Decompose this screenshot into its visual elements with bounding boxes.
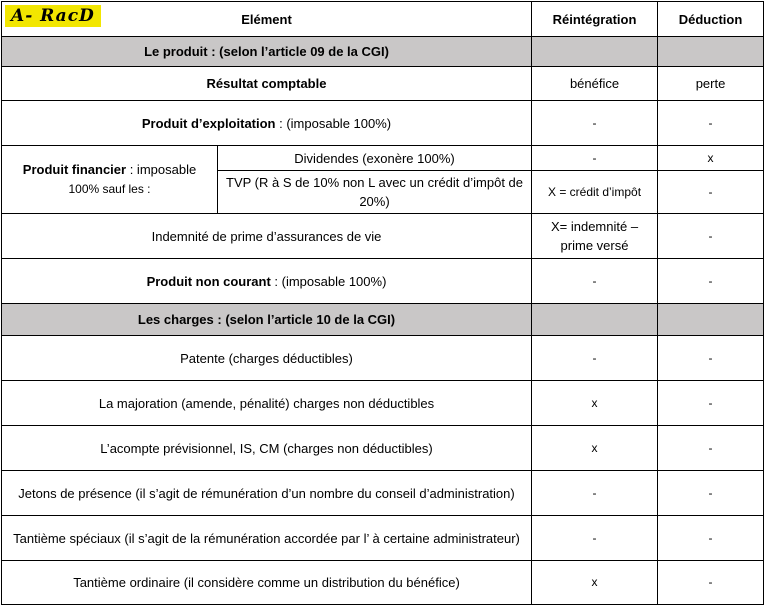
section-charges: Les charges : (selon l’article 10 de la CGI) xyxy=(2,304,532,336)
row-label: Produit non courant : (imposable 100%) xyxy=(2,259,532,304)
row-label: Indemnité de prime d’assurances de vie xyxy=(2,214,532,259)
row-deduc: - xyxy=(658,336,764,381)
table-row xyxy=(2,516,764,561)
row-label-financier: Produit financier : imposable 100% sauf les : xyxy=(2,146,218,214)
row-reint: x xyxy=(532,426,658,471)
row-reint: X= indemnité – prime versé xyxy=(532,214,658,259)
section-charges-deduc xyxy=(658,304,764,336)
row-label: Jetons de présence (il s’agit de rémunération d’un nombre du conseil d’administration) xyxy=(2,471,532,516)
table-row xyxy=(2,426,764,471)
row-deduc: - xyxy=(658,381,764,426)
row-deduc: - xyxy=(658,561,764,605)
row-reint: - xyxy=(532,516,658,561)
row-deduc: - xyxy=(658,426,764,471)
section-row-charges xyxy=(2,304,764,336)
row-deduc: - xyxy=(658,516,764,561)
section-charges-reint xyxy=(532,304,658,336)
row-reint: x xyxy=(532,561,658,605)
row-label: Tantième ordinaire (il considère comme un distribution du bénéfice) xyxy=(2,561,532,605)
row-reint: - xyxy=(532,259,658,304)
row-sublabel: Dividendes (exonère 100%) xyxy=(218,146,532,171)
header-reintegration: Réintégration xyxy=(532,2,658,37)
row-reint: x xyxy=(532,381,658,426)
section-row-produits xyxy=(2,37,764,67)
tax-table xyxy=(1,1,764,605)
section-produits-deduc xyxy=(658,37,764,67)
table-row xyxy=(2,67,764,101)
header-element-cell xyxy=(2,2,532,37)
row-deduc: x xyxy=(658,146,764,171)
header-deduction: Déduction xyxy=(658,2,764,37)
table-row xyxy=(2,471,764,516)
row-deduc: - xyxy=(658,259,764,304)
row-label: Résultat comptable xyxy=(206,76,327,91)
row-deduc: - xyxy=(658,471,764,516)
section-produits: Le produit : (selon l’article 09 de la CGI) xyxy=(2,37,532,67)
logo: A- RacD xyxy=(5,5,101,27)
row-deduc: - xyxy=(658,101,764,146)
row-reint: - xyxy=(532,146,658,171)
table-row xyxy=(2,146,764,171)
table-row xyxy=(2,336,764,381)
table-row xyxy=(2,259,764,304)
table-row xyxy=(2,101,764,146)
row-deduc: - xyxy=(658,214,764,259)
row-reint: - xyxy=(532,101,658,146)
row-reint: X = crédit d’impôt xyxy=(532,171,658,214)
row-reint: - xyxy=(532,471,658,516)
table-row xyxy=(2,381,764,426)
row-label: Patente (charges déductibles) xyxy=(2,336,532,381)
row-label: Tantième spéciaux (il s’agit de la rémunération accordée par l’ à certaine administrateur) xyxy=(2,516,532,561)
row-reint: - xyxy=(532,336,658,381)
section-produits-reint xyxy=(532,37,658,67)
header-row xyxy=(2,2,764,37)
row-label: Produit d’exploitation : (imposable 100%) xyxy=(2,101,532,146)
header-element: Elément xyxy=(241,11,292,27)
row-sublabel: TVP (R à S de 10% non L avec un crédit d’impôt de 20%) xyxy=(218,171,532,214)
row-reint: bénéfice xyxy=(532,67,658,101)
row-label: La majoration (amende, pénalité) charges non déductibles xyxy=(2,381,532,426)
row-label: L’acompte prévisionnel, IS, CM (charges non déductibles) xyxy=(2,426,532,471)
table-row xyxy=(2,214,764,259)
row-deduc: perte xyxy=(658,67,764,101)
row-deduc: - xyxy=(658,171,764,214)
